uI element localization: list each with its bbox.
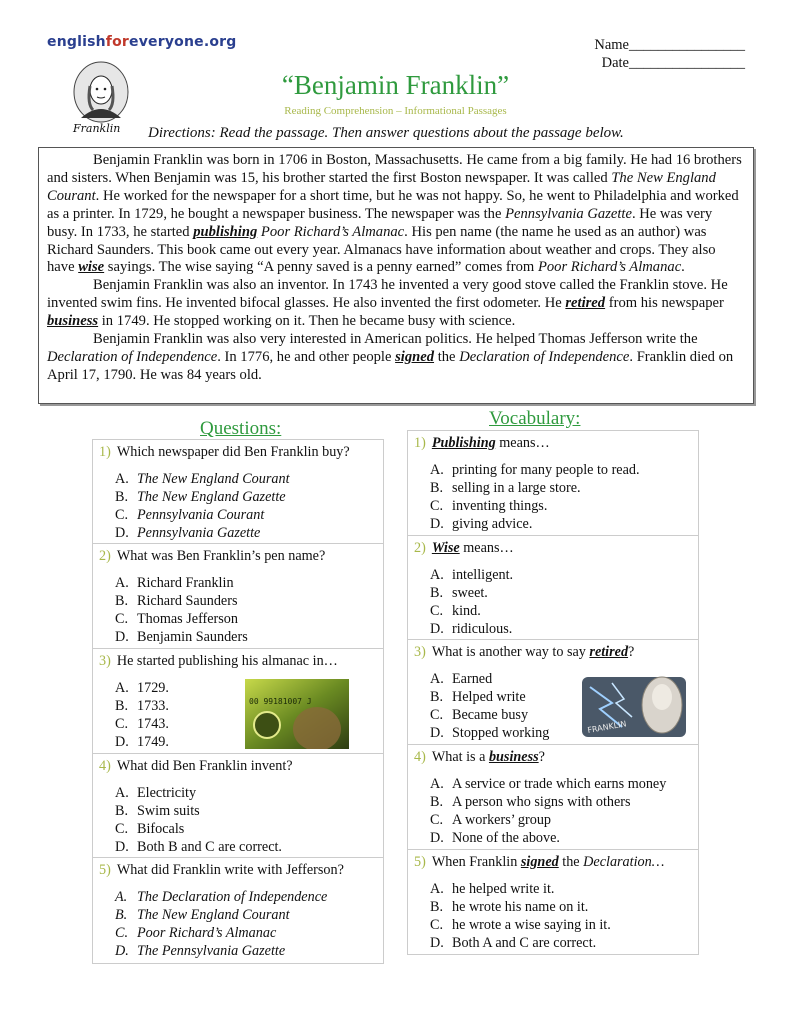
option-text: Became busy xyxy=(452,706,529,723)
option-text: A person who signs with others xyxy=(452,793,631,810)
question-prompt xyxy=(99,861,383,879)
answer-option[interactable] xyxy=(115,803,383,821)
question-text: Which newspaper did Ben Franklin buy? xyxy=(116,444,350,460)
answer-option[interactable] xyxy=(115,925,383,943)
option-letter: A. xyxy=(115,889,128,905)
vocab-text: When Franklin xyxy=(431,854,521,870)
option-letter: C. xyxy=(115,610,129,627)
question-number: 5) xyxy=(99,862,111,878)
option-letter: B. xyxy=(115,906,128,923)
vocab-prompt xyxy=(414,853,698,871)
option-text: Pennsylvania Courant xyxy=(137,506,265,523)
passage-italic: Pennsylvania Gazette xyxy=(505,205,632,222)
option-letter: D. xyxy=(115,733,129,750)
option-letter: A. xyxy=(115,680,129,696)
vocab-number: 3) xyxy=(414,644,426,660)
option-text: Benjamin Saunders xyxy=(137,628,248,645)
option-text: The Declaration of Independence xyxy=(137,889,328,905)
question-prompt xyxy=(99,757,383,775)
answer-option[interactable] xyxy=(115,629,383,647)
passage-italic: Poor Richard’s Almanac xyxy=(257,223,405,240)
passage-italic: Declaration of Independence xyxy=(459,348,630,365)
option-letter: B. xyxy=(430,898,444,915)
passage-text: Benjamin Franklin was also an inventor. In 1743 he invented a very good stove called the Franklin stove. He invented swim fins. He invented bifocal glasses. He also invented the first odometer. He xyxy=(47,277,728,312)
option-text: Richard Franklin xyxy=(137,575,234,591)
option-text: The Pennsylvania Gazette xyxy=(137,942,286,959)
option-text: selling in a large store. xyxy=(452,479,581,496)
option-text: printing for many people to read. xyxy=(452,462,640,478)
site-logo-part: for xyxy=(105,34,129,50)
passage-text: sayings. The wise saying “A penny saved is a penny earned” comes from xyxy=(104,259,538,276)
question-number: 3) xyxy=(99,653,111,669)
site-logo-part: english xyxy=(47,34,106,50)
answer-option[interactable] xyxy=(430,917,698,935)
option-letter: C. xyxy=(115,506,129,523)
answer-options xyxy=(414,567,698,639)
option-text: Richard Saunders xyxy=(137,592,238,609)
option-text: giving advice. xyxy=(452,515,533,532)
answer-option[interactable] xyxy=(115,471,383,489)
question-prompt xyxy=(99,652,383,670)
option-text: A workers’ group xyxy=(452,811,552,828)
option-text: inventing things. xyxy=(452,497,548,514)
vocab-number: 1) xyxy=(414,435,426,451)
option-text: Electricity xyxy=(137,785,197,801)
question-prompt xyxy=(99,547,383,565)
answer-options xyxy=(414,462,698,534)
option-letter: A. xyxy=(430,567,444,583)
passage-text: from his newspaper xyxy=(605,295,724,312)
option-letter: A. xyxy=(430,462,444,478)
option-letter: C. xyxy=(115,924,129,941)
option-text: Poor Richard’s Almanac xyxy=(137,924,277,941)
passage-paragraph xyxy=(47,277,745,331)
option-letter: D. xyxy=(115,628,129,645)
vocab-prompt xyxy=(414,748,698,766)
answer-option[interactable] xyxy=(430,516,698,534)
option-letter: B. xyxy=(115,697,129,714)
option-text: Pennsylvania Gazette xyxy=(137,524,261,541)
option-text: Both A and C are correct. xyxy=(452,934,597,951)
name-line: Name________________ xyxy=(594,37,745,53)
option-text: 1749. xyxy=(137,733,169,750)
option-letter: D. xyxy=(430,724,444,741)
site-logo-part: everyone.org xyxy=(129,34,237,50)
answer-option[interactable] xyxy=(430,603,698,621)
answer-option[interactable] xyxy=(115,593,383,611)
money-serial-text: 00 99181007 J xyxy=(249,697,312,706)
option-letter: C. xyxy=(430,811,444,828)
option-text: Earned xyxy=(452,671,493,687)
option-text: Stopped working xyxy=(452,724,550,741)
reading-passage xyxy=(38,147,754,404)
option-letter: D. xyxy=(430,515,444,532)
question-number: 1) xyxy=(99,444,111,460)
vocab-text: ? xyxy=(628,644,635,660)
vocab-item xyxy=(408,745,698,850)
vocab-word: signed xyxy=(520,854,559,870)
date-line: Date________________ xyxy=(601,55,745,71)
option-letter: A. xyxy=(115,471,129,487)
option-letter: D. xyxy=(430,934,444,951)
option-letter: B. xyxy=(115,488,129,505)
option-letter: A. xyxy=(430,671,444,687)
answer-option[interactable] xyxy=(115,525,383,543)
option-text: intelligent. xyxy=(452,567,514,583)
option-letter: B. xyxy=(115,592,129,609)
passage-paragraph xyxy=(47,331,745,385)
option-text: he wrote a wise saying in it. xyxy=(452,916,611,933)
vocabulary-heading: Vocabulary: xyxy=(489,408,581,429)
option-letter: A. xyxy=(115,785,129,801)
passage-italic: The New England Courant xyxy=(47,169,716,204)
option-letter: D. xyxy=(115,838,129,855)
vocab-word: Wise xyxy=(431,540,460,556)
vocab-text: Declaration… xyxy=(583,854,665,870)
question-text: He started publishing his almanac in… xyxy=(116,653,338,669)
option-letter: D. xyxy=(430,620,444,637)
directions-text: Directions: Read the passage. Then answer questions about the passage below. xyxy=(148,125,624,141)
answer-option[interactable] xyxy=(115,943,383,961)
vocab-word: retired xyxy=(589,644,629,660)
answer-option[interactable] xyxy=(115,839,383,857)
option-letter: C. xyxy=(115,715,129,732)
question-item xyxy=(93,440,383,544)
answer-option[interactable] xyxy=(430,881,698,899)
option-text: kind. xyxy=(452,602,481,619)
answer-options xyxy=(99,471,383,543)
passage-text: the xyxy=(434,348,460,365)
signature-logo: Franklin xyxy=(73,122,121,135)
vocab-text: means… xyxy=(495,435,550,451)
option-text: sweet. xyxy=(452,584,488,601)
option-letter: A. xyxy=(115,575,129,591)
answer-option[interactable] xyxy=(430,462,698,480)
vocab-number: 5) xyxy=(414,854,426,870)
vocab-item xyxy=(408,431,698,536)
passage-text: Benjamin Franklin was born in 1706 in Boston, Massachusetts. He came from a big family. He had 16 brothers and sisters. When Benjamin was 15, his brother started the first Boston newspaper. It was called xyxy=(47,152,742,186)
option-letter: C. xyxy=(430,916,444,933)
name-date-block xyxy=(583,36,745,72)
vocab-prompt xyxy=(414,643,698,661)
page-subtitle: Reading Comprehension – Informational Passages xyxy=(284,105,507,117)
question-prompt xyxy=(99,443,383,461)
option-text: The New England Courant xyxy=(137,471,290,487)
question-item xyxy=(93,544,383,649)
answer-options xyxy=(99,575,383,647)
option-text: ridiculous. xyxy=(452,620,513,637)
passage-paragraph xyxy=(47,152,745,277)
option-letter: A. xyxy=(430,881,444,897)
passage-text: . He was very busy. In 1733, he started xyxy=(47,205,713,240)
site-logo xyxy=(47,34,237,50)
answer-options xyxy=(414,881,698,953)
option-text: 1729. xyxy=(137,680,169,696)
vocab-item xyxy=(408,536,698,640)
option-text: Both B and C are correct. xyxy=(137,838,282,855)
passage-text: . xyxy=(681,259,685,276)
answer-option[interactable] xyxy=(115,907,383,925)
answer-option[interactable] xyxy=(430,899,698,917)
option-text: Thomas Jefferson xyxy=(137,610,238,627)
answer-options xyxy=(414,776,698,848)
option-text: The New England Gazette xyxy=(137,488,286,505)
vocab-text: means… xyxy=(459,540,514,556)
answer-option[interactable] xyxy=(115,611,383,629)
answer-option[interactable] xyxy=(430,776,698,794)
vocab-text: What is a xyxy=(431,749,489,765)
passage-text: . In 1776, he and other people xyxy=(217,348,396,365)
vocab-item xyxy=(408,850,698,954)
vocab-text: the xyxy=(558,854,584,870)
vocab-number: 4) xyxy=(414,749,426,765)
option-letter: B. xyxy=(430,479,444,496)
vocab-prompt xyxy=(414,434,698,452)
option-text: None of the above. xyxy=(452,829,560,846)
option-letter: C. xyxy=(430,497,444,514)
option-letter: D. xyxy=(115,942,129,959)
vocab-word: retired xyxy=(565,295,606,312)
option-letter: D. xyxy=(115,524,129,541)
option-letter: B. xyxy=(430,584,444,601)
answer-option[interactable] xyxy=(115,785,383,803)
answer-option[interactable] xyxy=(430,621,698,639)
option-letter: C. xyxy=(115,820,129,837)
option-text: The New England Courant xyxy=(137,906,290,923)
vocab-word: signed xyxy=(395,348,435,365)
vocab-word: Publishing xyxy=(431,435,496,451)
answer-options xyxy=(99,785,383,857)
answer-option[interactable] xyxy=(430,794,698,812)
statue-label: FRANKLIN xyxy=(586,719,628,735)
question-item xyxy=(93,858,383,963)
vocab-text: ? xyxy=(538,749,545,765)
passage-text: . His pen name (the name he used as an author) was Richard Saunders. This book came out every year. Almanacs have information about weather and crops. They also have xyxy=(47,223,716,276)
answer-option[interactable] xyxy=(430,585,698,603)
question-number: 4) xyxy=(99,758,111,774)
vocab-word: wise xyxy=(78,259,105,276)
question-text: What was Ben Franklin’s pen name? xyxy=(116,548,326,564)
vocab-prompt xyxy=(414,539,698,557)
option-text: A service or trade which earns money xyxy=(452,776,667,792)
answer-option[interactable] xyxy=(115,489,383,507)
answer-option[interactable] xyxy=(430,812,698,830)
vocab-word: business xyxy=(47,313,99,330)
answer-option[interactable] xyxy=(430,480,698,498)
passage-text: . He worked for the newspaper for a short time, but he was not happy. So, he went to Philadelphia and worked as a printer. In 1729, he bought a newspaper business. The newspaper was the xyxy=(47,187,739,222)
passage-text: . Franklin died on April 17, 1790. He was 84 years old. xyxy=(47,348,734,383)
passage-text: Benjamin Franklin was also very interested in American politics. He helped Thomas Jefferson write the xyxy=(93,331,698,348)
answer-option[interactable] xyxy=(430,935,698,953)
option-text: Swim suits xyxy=(137,802,200,819)
answer-options xyxy=(99,889,383,961)
franklin-statue-image xyxy=(582,673,686,741)
question-text: What did Franklin write with Jefferson? xyxy=(116,862,344,878)
answer-option[interactable] xyxy=(115,821,383,839)
answer-option[interactable] xyxy=(430,498,698,516)
option-letter: B. xyxy=(115,802,129,819)
page-title: “Benjamin Franklin” xyxy=(281,70,510,100)
answer-option[interactable] xyxy=(115,889,383,907)
answer-option[interactable] xyxy=(115,575,383,593)
question-text: What did Ben Franklin invent? xyxy=(116,758,293,774)
answer-option[interactable] xyxy=(115,507,383,525)
answer-option[interactable] xyxy=(430,567,698,585)
option-letter: C. xyxy=(430,602,444,619)
passage-text: in 1749. He stopped working on it. Then he became busy with science. xyxy=(98,313,516,330)
passage-italic: Poor Richard’s Almanac xyxy=(537,259,682,276)
option-letter: D. xyxy=(430,829,444,846)
answer-option[interactable] xyxy=(430,830,698,848)
vocab-word: business xyxy=(488,749,539,765)
option-letter: A. xyxy=(430,776,444,792)
vocab-text: What is another way to say xyxy=(431,644,590,660)
option-text: he wrote his name on it. xyxy=(452,898,589,915)
vocab-word: publishing xyxy=(193,223,258,240)
option-text: 1733. xyxy=(137,697,169,714)
option-letter: B. xyxy=(430,793,444,810)
option-text: Bifocals xyxy=(137,820,185,837)
money-bill-image xyxy=(245,679,349,749)
question-number: 2) xyxy=(99,548,111,564)
option-text: he helped write it. xyxy=(452,881,555,897)
option-letter: C. xyxy=(430,706,444,723)
option-letter: B. xyxy=(430,688,444,705)
option-text: Helped write xyxy=(452,688,526,705)
option-text: 1743. xyxy=(137,715,169,732)
passage-italic: Declaration of Independence xyxy=(47,348,218,365)
vocab-number: 2) xyxy=(414,540,426,556)
questions-heading: Questions: xyxy=(200,418,282,439)
question-item xyxy=(93,754,383,858)
